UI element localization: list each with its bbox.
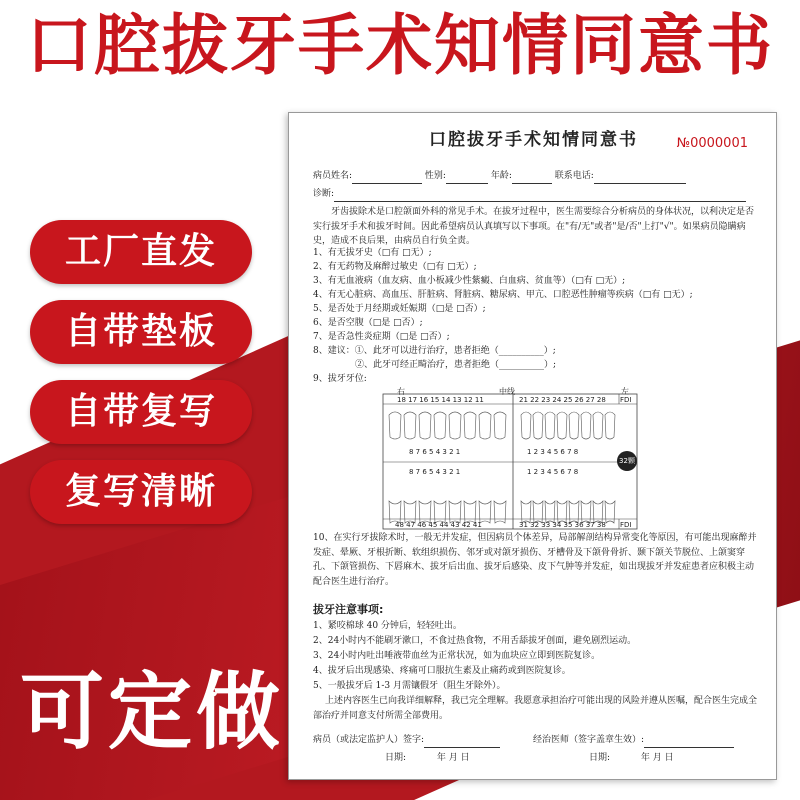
question-3: 3、有无血液病（血友病、血小板减少性紫癜、白血病、贫血等）（□有 □无）; (313, 276, 626, 286)
fdi-label-top: FDI (620, 396, 632, 404)
banner-title: 口腔拔牙手术知情同意书 (26, 7, 774, 84)
tooth-outline (581, 412, 591, 439)
lower-left-permanent-numbers: 31 32 33 34 35 36 37 38 (519, 521, 606, 529)
feature-pill: 复写清晰 (30, 460, 252, 524)
tooth-outline (545, 412, 555, 439)
patient-info-row (313, 169, 686, 184)
fdi-label-bottom: FDI (620, 521, 632, 529)
lower-left-primary-numbers: 1 2 3 4 5 6 7 8 (527, 468, 579, 476)
tooth-outline (404, 412, 416, 439)
tooth-outline (569, 412, 579, 439)
diagnosis-label: 诊断: (313, 189, 335, 199)
doctor-date-label: 日期: (589, 753, 611, 763)
tooth-count-badge: 32颗 (617, 451, 637, 471)
doctor-signature-label: 经治医师（签字盖章生效）: (533, 735, 645, 745)
feature-pill: 自带垫板 (30, 300, 252, 364)
tooth-outline (479, 412, 491, 439)
sex-label: 性别: (424, 171, 446, 181)
question-4: 4、有无心脏病、高血压、肝脏病、肾脏病、糖尿病、甲亢、口腔恶性肿瘤等疾病（□有 □无）; (313, 290, 693, 300)
diagnosis-row (313, 187, 746, 202)
tooth-outline (557, 412, 567, 439)
lower-right-permanent-numbers: 48 47 46 45 44 43 42 41 (395, 521, 482, 529)
upper-left-permanent-numbers: 21 22 23 24 25 26 27 28 (519, 396, 606, 404)
tooth-outline (449, 412, 461, 439)
question-8-option-2: ②、此牙可经正畸治疗，患者拒绝（__________）; (355, 360, 557, 370)
tooth-outline (605, 501, 615, 523)
form-number: №0000001 (676, 136, 748, 151)
name-label: 病员姓名: (313, 171, 353, 181)
note-3: 3、24小时内吐出唾液带血丝为正常状况，如为血块应立即到医院复诊。 (313, 651, 601, 661)
doctor-signature-row (533, 733, 734, 748)
tooth-outline (494, 412, 506, 439)
customizable-label: 可定做 (20, 663, 285, 761)
tooth-chart (381, 383, 641, 531)
tooth-outline (605, 412, 615, 439)
tooth-outline (533, 412, 543, 439)
chart-midline-label: 中线 (499, 387, 515, 396)
lower-right-primary-numbers: 8 7 6 5 4 3 2 1 (409, 468, 461, 476)
patient-signature-label: 病员（或法定监护人）签字: (313, 735, 425, 745)
tooth-outline (593, 412, 603, 439)
patient-date-label: 日期: (385, 753, 407, 763)
feature-pill: 自带复写 (30, 380, 252, 444)
age-label: 年龄: (490, 171, 512, 181)
patient-date-units: 年 月 日 (436, 753, 470, 763)
closing-statement: 上述内容医生已向我详细解释，我已完全理解。我愿意承担治疗可能出现的风险并遵从医嘱，配合医生完成全部治疗并同意支付所需全部费用。 (313, 696, 758, 721)
tooth-outline (521, 412, 531, 439)
doctor-date-row (589, 751, 674, 766)
consent-form-paper (288, 112, 777, 780)
form-title: 口腔拔牙手术知情同意书 (429, 130, 638, 150)
patient-date-row (385, 751, 470, 766)
question-6: 6、是否空腹（□是 □否）; (313, 318, 423, 328)
question-1: 1、有无拔牙史（□有 □无）; (313, 248, 432, 258)
tooth-outline (494, 501, 506, 523)
notes-title: 拔牙注意事项: (313, 603, 384, 616)
upper-right-permanent-numbers: 18 17 16 15 14 13 12 11 (397, 396, 484, 404)
question-7: 7、是否急性炎症期（□是 □否）; (313, 332, 450, 342)
note-1: 1、紧咬棉球 40 分钟后，轻轻吐出。 (313, 621, 462, 631)
tooth-outline (389, 412, 401, 439)
tooth-outline (419, 412, 431, 439)
note-2: 2、24小时内不能刷牙漱口，不食过热食物，不用舌舔拔牙创面，避免剧烈运动。 (313, 636, 637, 646)
question-5: 5、是否处于月经期或妊娠期（□是 □否）; (313, 304, 486, 314)
note-5: 5、一般拔牙后 1-3 月需镶假牙（阻生牙除外）。 (313, 681, 506, 691)
question-2: 2、有无药物及麻醉过敏史（□有 □无）; (313, 262, 477, 272)
doctor-date-units: 年 月 日 (640, 753, 674, 763)
tooth-outline (464, 412, 476, 439)
complications-paragraph: 10、在实行牙拔除术时，一般无并发症，但因病员个体差异，局部解剖结构异常变化等原因，有可能出现麻醉并发症、晕厥、牙根折断、软组织损伤、邻牙或对颌牙损伤、牙槽骨及下颌骨骨折、颞下颌关节脱位、上颌窦穿孔、下颌管损伤、下唇麻木、拔牙后出血、拔牙后感染、皮下气肿等并发症，如出现拔牙并发症患者应积极主动配合医生进行治疗。 (313, 533, 757, 587)
note-4: 4、拔牙后出现感染、疼痛可口服抗生素及止痛药或到医院复诊。 (313, 666, 571, 676)
intro-paragraph: 牙齿拔除术是口腔颌面外科的常见手术。在拔牙过程中，医生需要综合分析病员的身体状况，以利决定是否实行拔牙手术和拔牙时间。因此希望病员认真填写以下事项。在"有/无"或者"是/否"上打"√"。如果病员隐瞒病史，造成不良后果，由病员自行负全责。 (313, 207, 755, 246)
upper-left-primary-numbers: 1 2 3 4 5 6 7 8 (527, 448, 579, 456)
upper-right-primary-numbers: 8 7 6 5 4 3 2 1 (409, 448, 461, 456)
patient-signature-row (313, 733, 500, 748)
question-8: 8、建议：①、此牙可以进行治疗，患者拒绝（__________）; (313, 346, 556, 356)
chart-right-label: 右 (397, 387, 405, 396)
feature-pill: 工厂直发 (30, 220, 252, 284)
chart-left-label: 左 (621, 387, 629, 396)
question-9: 9、拔牙牙位: (313, 374, 367, 384)
tooth-outline (434, 412, 446, 439)
phone-label: 联系电话: (554, 171, 594, 181)
